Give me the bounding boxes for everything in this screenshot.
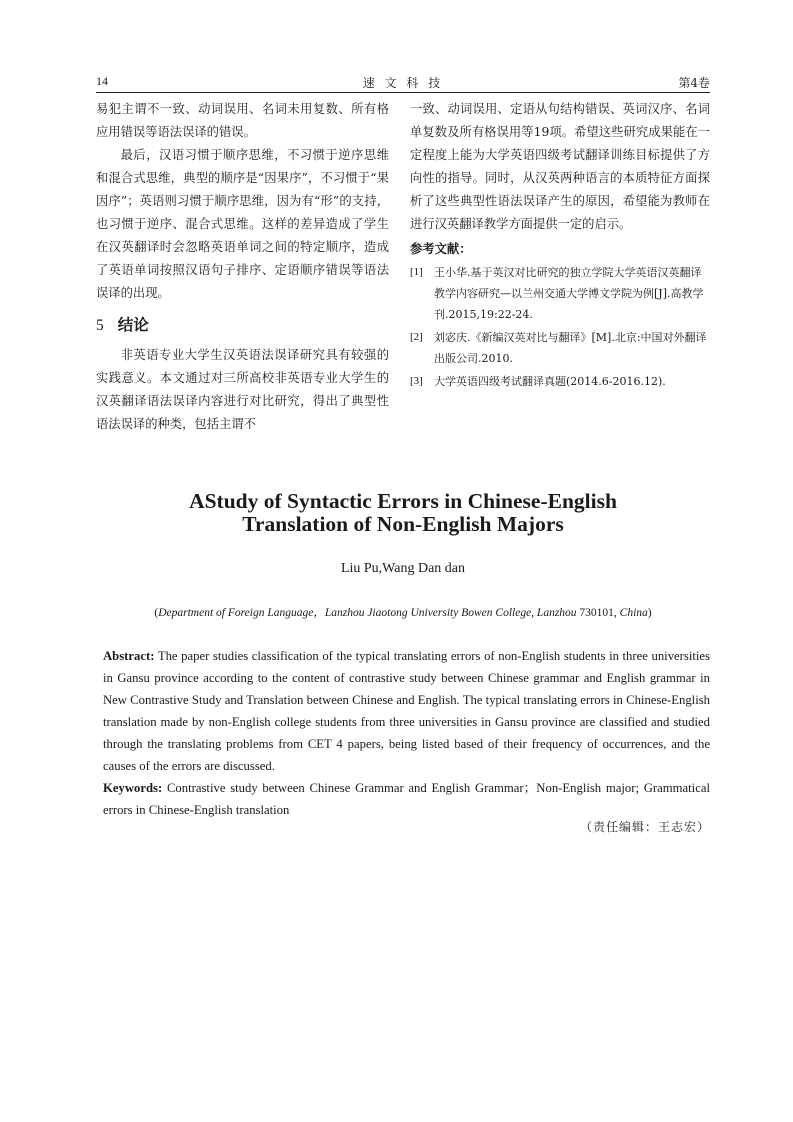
reference-item	[410, 327, 710, 369]
abstract	[103, 645, 710, 777]
right-paragraph-1: 一致、动词误用、定语从句结构错误、英词汉序、名词单复数及所有格误用等19项。希望这些研究成果能在一定程度上能为大学英语四级考试翻译训练目标提供了方向性的指导。同时，从汉英两种语言的本质特征方面探析了这些典型性语法误译产生的原因，希望能为教师在进行汉英翻译教学方面提供一定的启示。	[410, 102, 710, 231]
responsible-editor: （责任编辑：王志宏）	[579, 820, 710, 834]
affiliation-close: )	[647, 607, 652, 619]
header-rule	[96, 92, 710, 93]
volume-label: 第4卷	[678, 76, 710, 90]
abstract-label: Abstract:	[103, 649, 155, 663]
references-title: 参考文献：	[410, 241, 472, 256]
right-column	[410, 98, 710, 392]
reference-text: 刘宓庆.《新编汉英对比与翻译》[M].北京:中国对外翻译出版公司.2010.	[434, 331, 707, 365]
english-title-line-2: Translation of Non-English Majors	[242, 512, 564, 536]
left-paragraph-2: 最后，汉语习惯于顺序思维，不习惯于逆序思维和混合式思维，典型的顺序是“因果序”，不习惯于“果因序”；英语则习惯于顺序思维，因为有“形”的支持，也习惯于逆序、混合式思维。这样的差异造成了学生在汉英翻译时会忽略英语单词之间的特定顺序，造成了英语单词按照汉语句子排序、定语顺序错误等语法误译的出现。	[96, 148, 389, 300]
section-title: 结论	[117, 315, 149, 334]
journal-name: 速 文 科 技	[362, 76, 444, 90]
abstract-text: The paper studies classification of the typical translating errors of non-English students in three universities in Gansu province according to the content of contrastive study between Chinese grammar and English grammar in New Contrastive Study and Translation between Chinese and English. The typical translating errors in Chinese-English translation made by non-English college students from three universities in Gansu province are classified and studied through the translating problems from CET 4 papers, being listed based of their frequency of occurrences, and the causes of the errors are discussed.	[103, 649, 710, 773]
section-heading	[96, 313, 389, 338]
affiliation-country: , China	[613, 607, 648, 619]
english-title	[96, 490, 710, 536]
affiliation	[96, 604, 710, 620]
page-number: 14	[96, 74, 108, 88]
affiliation-zip: 730101	[576, 607, 614, 619]
english-title-line-1: AStudy of Syntactic Errors in Chinese-English	[189, 489, 617, 513]
reference-text: 王小华.基于英汉对比研究的独立学院大学英语汉英翻译教学内容研究—以兰州交通大学博文学院为例[J].高教学刊.2015,19:22-24.	[434, 266, 704, 321]
reference-number: [2]	[410, 331, 423, 343]
reference-number: [3]	[410, 375, 423, 387]
left-paragraph-3: 非英语专业大学生汉英语法误译研究具有较强的实践意义。本文通过对三所高校非英语专业大学生的汉英翻译语法误译内容进行对比研究，得出了典型性语法误译的种类，包括主谓不	[96, 348, 389, 431]
authors: Liu Pu,Wang Dan dan	[340, 561, 466, 576]
left-column	[96, 98, 389, 436]
page-header	[96, 74, 710, 90]
keywords-text: Contrastive study between Chinese Grammar and English Grammar；Non-English major; Grammatical errors in Chinese-English translation	[103, 781, 710, 817]
keywords	[103, 777, 710, 821]
affiliation-open: (	[154, 607, 159, 619]
left-paragraph-1: 易犯主谓不一致、动词误用、名词未用复数、所有格应用错误等语法误译的错误。	[96, 102, 389, 139]
abstract-block	[103, 645, 710, 821]
reference-item	[410, 262, 710, 325]
section-number: 5	[96, 317, 104, 334]
keywords-label: Keywords:	[103, 781, 163, 795]
affiliation-dept: Department of Foreign Language，Lanzhou Jiaotong University Bowen College, Lanzhou	[158, 607, 577, 619]
reference-text: 大学英语四级考试翻译真题(2014.6-2016.12).	[434, 375, 666, 388]
reference-number: [1]	[410, 266, 423, 278]
reference-item	[410, 371, 710, 392]
